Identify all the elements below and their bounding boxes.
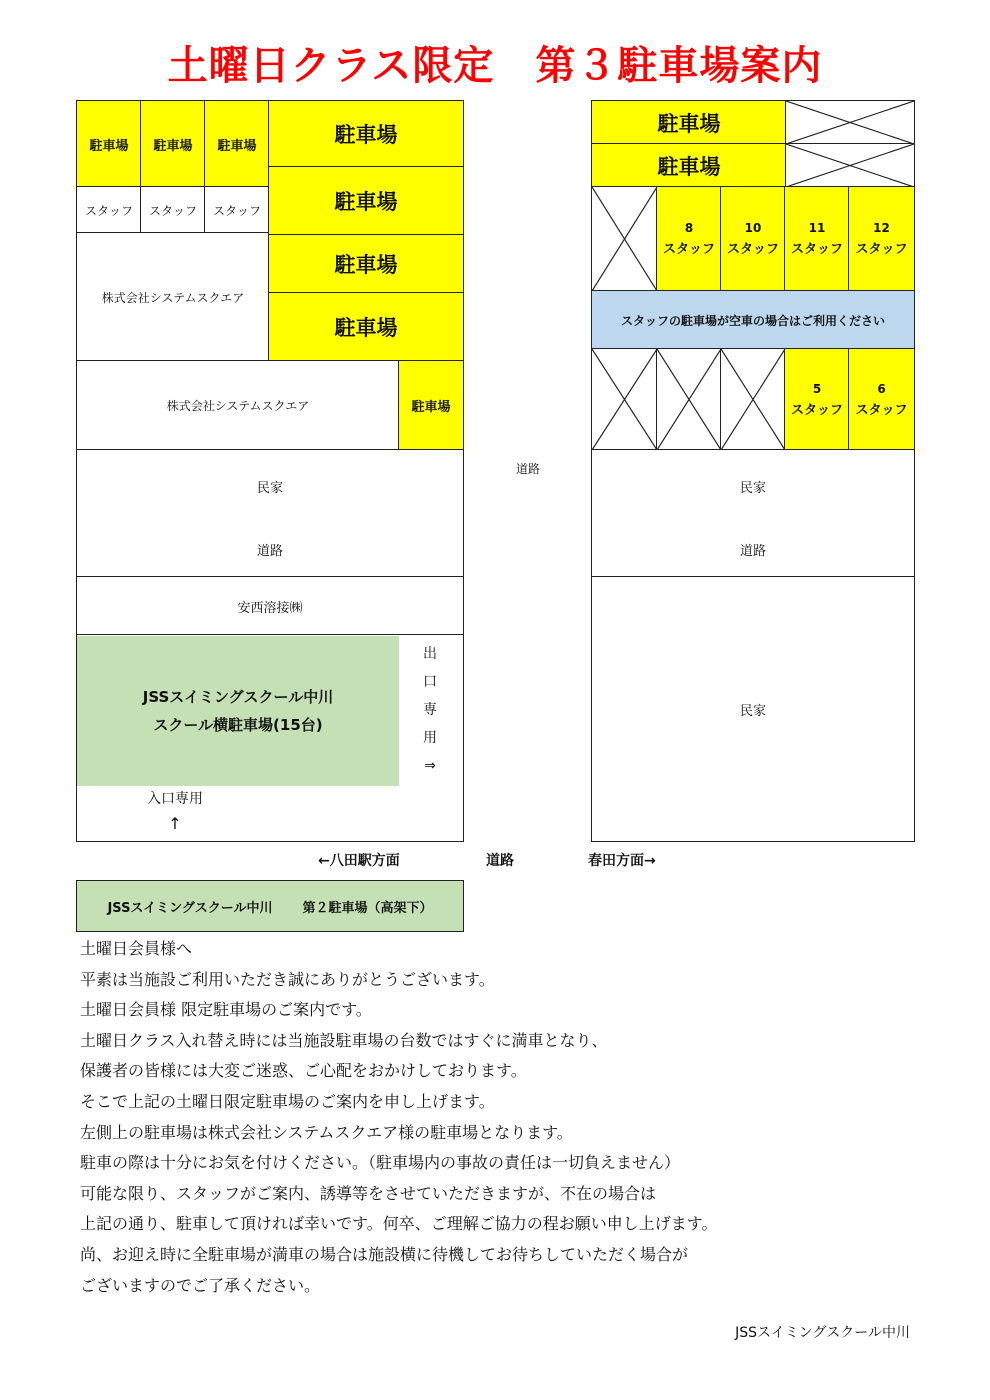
exit-arrow-icon: ⇒ (424, 758, 436, 774)
parking-space-3: 駐車場 (204, 100, 270, 188)
notice-line: そこで上記の土曜日限定駐車場のご案内を申し上げます。 (80, 1091, 495, 1111)
staff-space-8 (656, 186, 722, 292)
house-right-1: 民家 (591, 449, 915, 524)
parking-space-small-side: 駐車場 (398, 360, 464, 451)
notice-line: 土曜日会員様 限定駐車場のご案内です。 (80, 1000, 372, 1020)
unavailable-space (785, 100, 915, 145)
staff-space-label: スタッフ (662, 242, 715, 257)
school-parking-lot (77, 636, 399, 786)
road-right: 道路 (591, 522, 915, 577)
company-building-2: 株式会社システムスクエア (76, 360, 400, 451)
house-left: 民家 (76, 449, 464, 524)
staff-space-10 (720, 186, 786, 292)
staff-space-2: スタッフ (140, 186, 206, 234)
school-lot-capacity: スクール横駐車場(15台) (153, 716, 323, 734)
signature: JSSスイミングスクール中川 (735, 1325, 910, 1341)
staff-space-12 (848, 186, 915, 292)
road-left: 道路 (76, 522, 464, 577)
exit-char: 用 (423, 730, 437, 746)
parking-space-1: 駐車場 (76, 100, 142, 188)
parking-space-large-2: 駐車場 (268, 166, 464, 236)
exit-char: 専 (423, 702, 437, 718)
unavailable-space (591, 348, 658, 451)
staff-space-1: スタッフ (76, 186, 142, 234)
unavailable-space (591, 186, 658, 292)
staff-space-number: 10 (744, 221, 762, 235)
notice-line: ございますのでご了承ください。 (80, 1275, 321, 1295)
staff-space-number: 6 (877, 381, 886, 396)
second-lot-name: JSSスイミングスクール中川 (107, 900, 273, 916)
staff-space-number: 8 (684, 221, 694, 235)
notice-line: 駐車の際は十分にお気を付けください。（駐車場内の事故の責任は一切負えません） (80, 1153, 681, 1173)
entrance-arrow-icon: ↑ (168, 814, 182, 833)
notice-line: 左側上の駐車場は株式会社システムスクエア様の駐車場となります。 (80, 1122, 573, 1142)
notice-text (80, 934, 920, 1301)
notice-line: 可能な限り、スタッフがご案内、誘導等をさせていただきますが、不在の場合は (80, 1183, 657, 1203)
direction-haruta: 春田方面→ (588, 853, 656, 869)
parking-space-right-1: 駐車場 (591, 100, 787, 145)
exit-only-sign (410, 640, 450, 780)
staff-space-label: スタッフ (790, 242, 843, 257)
staff-space-number: 5 (812, 381, 822, 396)
road-center: 道路 (515, 462, 540, 476)
notice-line: 土曜日クラス入れ替え時には当施設駐車場の台数ではすぐに満車となり、 (80, 1030, 608, 1050)
staff-space-11 (784, 186, 850, 292)
exit-char: 出 (423, 646, 437, 662)
staff-space-label: スタッフ (790, 402, 843, 418)
parking-space-large-3: 駐車場 (268, 234, 464, 294)
page-title: 土曜日クラス限定 第３駐車場案内 (167, 43, 823, 89)
notice-line: 土曜日会員様へ (80, 939, 193, 958)
house-right-2: 民家 (591, 576, 915, 842)
staff-parking-notice: スタッフの駐車場が空車の場合はご利用ください (591, 290, 915, 350)
second-lot-desc: 第２駐車場（高架下） (302, 900, 433, 916)
staff-space-label: スタッフ (855, 242, 908, 257)
unavailable-space (720, 348, 786, 451)
notice-line: 平素は当施設ご利用いただき誠にありがとうございます。 (80, 969, 495, 989)
school-lot-name: JSSスイミングスクール中川 (142, 688, 334, 706)
notice-line: 保護者の皆様には大変ご迷惑、ご心配をおかけしております。 (80, 1061, 527, 1081)
staff-space-number: 11 (808, 221, 826, 235)
entrance-only-label: 入口専用 (147, 791, 203, 807)
staff-space-number: 12 (873, 221, 890, 235)
notice-line: 上記の通り、駐車して頂ければ幸いです。何卒、ご理解ご協力の程お願い申し上げます。 (80, 1214, 718, 1234)
parking-space-2: 駐車場 (140, 100, 206, 188)
direction-hatta: ←八田駅方面 (318, 853, 400, 869)
parking-space-large-4: 駐車場 (268, 292, 464, 362)
notice-line: 尚、お迎え時に全駐車場が満車の場合は施設横に待機してお待ちしていただく場合が (80, 1244, 689, 1264)
exit-char: 口 (423, 674, 437, 690)
second-parking-lot (76, 880, 464, 932)
unavailable-space (785, 143, 915, 188)
parking-space-right-2: 駐車場 (591, 143, 787, 188)
staff-space-label: スタッフ (855, 402, 908, 418)
staff-space-5 (784, 348, 850, 451)
unavailable-space (656, 348, 722, 451)
direction-road: 道路 (486, 853, 514, 869)
anzai-welding: 安西溶接㈱ (76, 576, 464, 636)
staff-space-6 (848, 348, 915, 451)
parking-space-large-1: 駐車場 (268, 100, 464, 168)
staff-space-3: スタッフ (204, 186, 270, 234)
company-building-1: 株式会社システムスクエア (76, 232, 270, 362)
staff-space-label: スタッフ (726, 242, 779, 257)
